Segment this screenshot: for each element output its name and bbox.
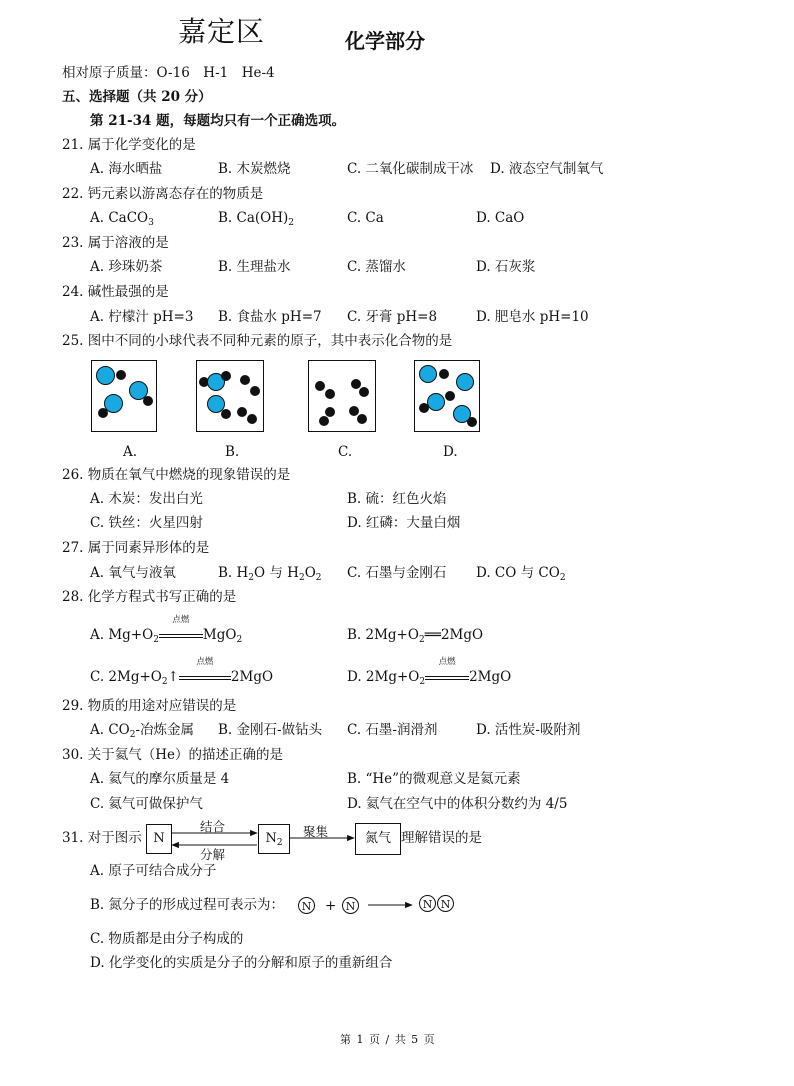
q31-stem-start: 31. 对于图示: [62, 830, 142, 846]
q26-option-a: A. 木炭：发出白光: [90, 491, 203, 507]
q27-option-b: B. $H_2O$ 与 $H_2O_2$: [218, 565, 322, 583]
q22-stem: 22. 钙元素以游离态存在的物质是: [62, 186, 264, 202]
q21-option-d: D. 液态空气制氧气: [490, 161, 604, 177]
q22-option-c: C. Ca: [347, 210, 384, 226]
q28-option-a: A. $Mg+O_2$ 点燃 MgO$_2$: [90, 615, 243, 645]
q30-option-c: C. 氦气可做保护气: [90, 796, 203, 812]
flow-label-combine: 结合: [200, 819, 226, 834]
q23-option-d: D. 石灰浆: [476, 259, 536, 275]
q25-label-c: C.: [338, 444, 353, 460]
nitrogen-atom-icon: N: [298, 897, 315, 914]
nitrogen-molecule-atom-icon: N: [437, 895, 454, 912]
q31-option-c: C. 物质都是由分子构成的: [90, 931, 244, 947]
q29-option-c: C. 石墨-润滑剂: [347, 722, 438, 738]
flow-label-split: 分解: [200, 847, 226, 862]
flow-box-molecule: $N_2$: [258, 824, 290, 854]
q29-option-b: B. 金刚石-做钻头: [218, 722, 323, 738]
q25-label-a: A.: [123, 444, 138, 460]
q26-option-c: C. 铁丝：火星四射: [90, 515, 203, 531]
q21-option-a: A. 海水晒盐: [90, 161, 163, 177]
q27-stem: 27. 属于同素异形体的是: [62, 540, 210, 556]
q27-option-c: C. 石墨与金刚石: [347, 565, 447, 581]
q30-stem: 30. 关于氦气（He）的描述正确的是: [62, 747, 284, 763]
reaction-condition: 点燃: [159, 626, 203, 644]
q28-stem: 28. 化学方程式书写正确的是: [62, 589, 237, 605]
nitrogen-molecule-atom-icon: N: [419, 895, 436, 912]
q22-option-d: D. CaO: [476, 210, 525, 226]
q21-stem: 21. 属于化学变化的是: [62, 137, 196, 153]
q30-option-a: A. 氦气的摩尔质量是 4: [90, 771, 230, 787]
q29-option-d: D. 活性炭-吸附剂: [476, 722, 581, 738]
q25-label-d: D.: [443, 444, 458, 460]
q24-stem: 24. 碱性最强的是: [62, 284, 169, 300]
q25-stem: 25. 图中不同的小球代表不同种元素的原子，其中表示化合物的是: [62, 333, 453, 349]
q23-option-c: C. 蒸馏水: [347, 259, 406, 275]
district-title: 嘉定区: [178, 15, 266, 48]
atomic-mass-line: 相对原子质量：O-16 H-1 He-4: [62, 65, 275, 81]
q27-option-d: D. CO 与 $CO_2$: [476, 565, 566, 583]
q27-option-a: A. 氧气与液氧: [90, 565, 176, 581]
q31-option-d: D. 化学变化的实质是分子的分解和原子的重新组合: [90, 955, 393, 971]
q23-option-a: A. 珍珠奶茶: [90, 259, 163, 275]
q29-option-a: A. $CO_2-$冶炼金属: [90, 722, 195, 740]
q25-label-b: B.: [225, 444, 240, 460]
flow-box-substance: 氮气: [355, 823, 401, 855]
q28-option-d: D. $2Mg+O_2$ 点燃 2MgO: [347, 657, 512, 687]
q22-option-b: B. $Ca(OH)_2$: [218, 210, 294, 228]
q23-option-b: B. 生理盐水: [218, 259, 291, 275]
q31-stem-end: 理解错误的是: [401, 830, 482, 846]
subject-title: 化学部分: [345, 29, 425, 53]
flow-box-atom: N: [146, 824, 172, 854]
q24-option-d: D. 肥皂水 pH=10: [476, 309, 589, 325]
q26-stem: 26. 物质在氧气中燃烧的现象错误的是: [62, 467, 291, 483]
q30-option-b: B. “He”的微观意义是氦元素: [347, 771, 521, 787]
q24-option-b: B. 食盐水 pH=7: [218, 309, 322, 325]
section-instruction: 第 21-34 题，每题均只有一个正确选项。: [90, 113, 346, 129]
q22-option-a: A. CaCO$_3$: [90, 210, 154, 228]
q26-option-b: B. 硫：红色火焰: [347, 491, 447, 507]
q24-option-c: C. 牙膏 pH=8: [347, 309, 438, 325]
q28-option-c: C. $2Mg+O_2↑$ 点燃 2MgO: [90, 657, 274, 687]
plus-sign: +: [325, 898, 337, 914]
q24-option-a: A. 柠檬汁 pH=3: [90, 309, 194, 325]
q31-option-b: B. 氮分子的形成过程可表示为：: [90, 897, 285, 913]
q21-option-b: B. 木炭燃烧: [218, 161, 291, 177]
page-number: 第 1 页 / 共 5 页: [340, 1033, 436, 1046]
q21-option-c: C. 二氧化碳制成干冰: [347, 161, 474, 177]
reaction-condition: 点燃: [425, 668, 469, 686]
q26-option-d: D. 红磷：大量白烟: [347, 515, 461, 531]
q31-option-a: A. 原子可结合成分子: [90, 863, 217, 879]
q23-stem: 23. 属于溶液的是: [62, 235, 169, 251]
section-title: 五、选择题（共 20 分）: [62, 89, 212, 105]
reaction-condition: 点燃: [179, 668, 231, 686]
nitrogen-atom-icon: N: [342, 897, 359, 914]
flow-label-gather: 聚集: [303, 824, 329, 839]
q30-option-d: D. 氦气在空气中的体积分数约为 4/5: [347, 796, 568, 812]
q29-stem: 29. 物质的用途对应错误的是: [62, 698, 237, 714]
q28-option-b: B. $2Mg+O_2══2MgO$: [347, 627, 484, 645]
